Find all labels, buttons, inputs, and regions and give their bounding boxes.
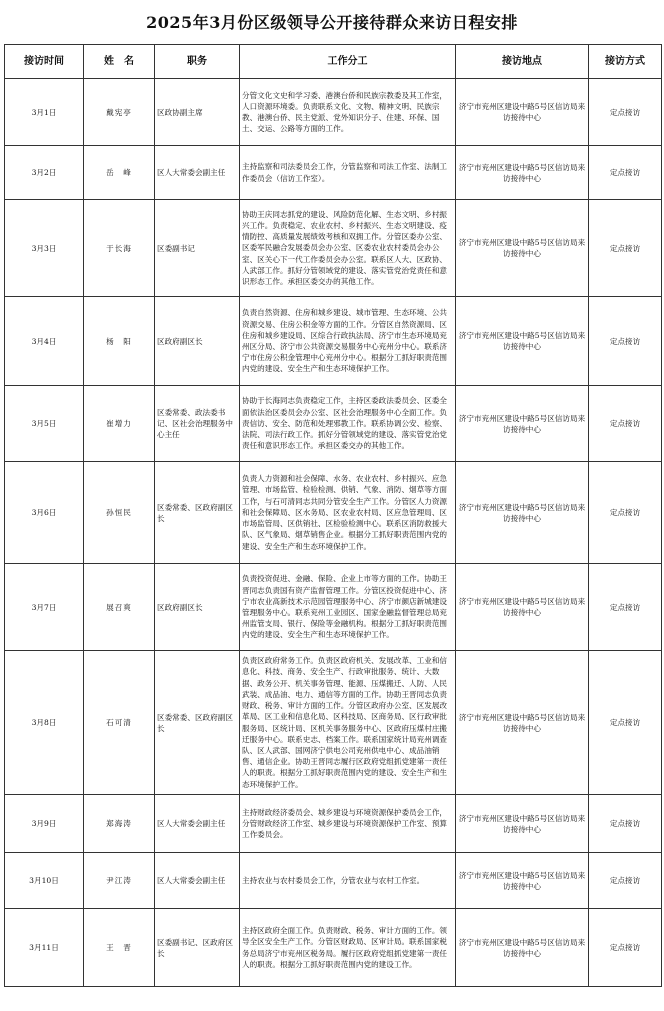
header-name: 姓 名 <box>84 45 155 79</box>
cell-method: 定点接访 <box>589 909 662 987</box>
header-date: 接访时间 <box>5 45 84 79</box>
cell-location: 济宁市兖州区建设中路5号区信访局来访接待中心 <box>456 200 589 297</box>
cell-name: 戴宪亭 <box>84 79 155 146</box>
cell-location: 济宁市兖州区建设中路5号区信访局来访接待中心 <box>456 79 589 146</box>
table-header-row <box>5 45 662 79</box>
cell-date: 3月3日 <box>5 200 84 297</box>
cell-date: 3月11日 <box>5 909 84 987</box>
cell-duty: 主持区政府全面工作。负责财政、税务、审计方面的工作。领导全区安全生产工作。分管区财政局、区审计局。联系国家税务总局济宁市兖州区税务局。履行区政府党组抓党建第一责任人的职责。根据分工抓好职责范围内党的建设工作。 <box>240 909 456 987</box>
cell-location: 济宁市兖州区建设中路5号区信访局来访接待中心 <box>456 297 589 386</box>
table-row <box>5 79 662 146</box>
schedule-table <box>4 44 662 987</box>
cell-duty: 协助王庆同志抓党的建设、风险防范化解、生态文明、乡村振兴工作。负责稳定、农业农村、乡村振兴、生态文明建设、疫情防控、高质量发展绩效考核和双拥工作。分管区委办公室、区委军民融合发展委员会办公室、区委农业农村委员会办公室、区关心下一代工作委员会办公室。联系区人大、区政协、人武部工作。抓好分管领域党的建设、落实管党治党责任和意识形态工作。承担区委交办的其他工作。 <box>240 200 456 297</box>
cell-name: 杨 阳 <box>84 297 155 386</box>
cell-method: 定点接访 <box>589 200 662 297</box>
cell-duty: 负责投资促进、金融、保险、企业上市等方面的工作。协助王晋同志负责国有资产监督管理工作。分管区投资促进中心、济宁市农业高新技术示范园管理服务中心、济宁市颜店新城建设管理服务中心。联系兖州工业园区、国家金融监督管理总局兖州监管支局、银行、保险等金融机构。根据分工抓好职责范围内党的建设、安全生产和生态环境保护工作。 <box>240 564 456 651</box>
cell-location: 济宁市兖州区建设中路5号区信访局来访接待中心 <box>456 853 589 909</box>
cell-name: 石可清 <box>84 651 155 795</box>
cell-duty: 协助于长海同志负责稳定工作，主持区委政法委员会、区委全面依法治区委员会办公室、区社会治理服务中心全面工作。负责信访、安全、防范和处理邪教工作。联系协调公安、检察、法院、司法行政工作。抓好分管领域党的建设、落实管党治党责任和意识形态工作。承担区委交办的其他工作。 <box>240 386 456 462</box>
cell-date: 3月4日 <box>5 297 84 386</box>
cell-date: 3月10日 <box>5 853 84 909</box>
cell-duty: 分管文化文史和学习委、港澳台侨和民族宗教委及其工作室，人口资源环境委。负责联系文化、文物、精神文明、民族宗教、港澳台侨、民主党派、党外知识分子、住建、环保、国土、交运、公路等方面的工作。 <box>240 79 456 146</box>
cell-duty: 负责自然资源、住房和城乡建设、城市管理、生态环境、公共资源交易、住房公积金等方面的工作。分管区自然资源局、区住房和城乡建设局、区综合行政执法局、济宁市生态环境局兖州区分局、济宁市公共资源交易服务中心兖州分中心。联系济宁市住房公积金管理中心兖州分中心。根据分工抓好职责范围内党的建设、安全生产和生态环境保护工作。 <box>240 297 456 386</box>
cell-method: 定点接访 <box>589 297 662 386</box>
header-post: 职务 <box>155 45 240 79</box>
cell-date: 3月8日 <box>5 651 84 795</box>
header-location: 接访地点 <box>456 45 589 79</box>
cell-method: 定点接访 <box>589 795 662 853</box>
cell-location: 济宁市兖州区建设中路5号区信访局来访接待中心 <box>456 386 589 462</box>
cell-name: 岳 峰 <box>84 146 155 200</box>
cell-post: 区政府副区长 <box>155 564 240 651</box>
cell-post: 区委常委、区政府副区长 <box>155 651 240 795</box>
cell-location: 济宁市兖州区建设中路5号区信访局来访接待中心 <box>456 795 589 853</box>
cell-post: 区人大常委会副主任 <box>155 795 240 853</box>
cell-duty: 主持农业与农村委员会工作，分管农业与农村工作室。 <box>240 853 456 909</box>
cell-duty: 主持监察和司法委员会工作，分管监察和司法工作室、法制工作委员会（信访工作室）。 <box>240 146 456 200</box>
cell-post: 区人大常委会副主任 <box>155 146 240 200</box>
cell-post: 区政协副主席 <box>155 79 240 146</box>
table-row <box>5 564 662 651</box>
cell-post: 区委常委、区政府副区长 <box>155 462 240 564</box>
cell-name: 孙恒民 <box>84 462 155 564</box>
header-method: 接访方式 <box>589 45 662 79</box>
cell-post: 区委常委、政法委书记、区社会治理服务中心主任 <box>155 386 240 462</box>
cell-location: 济宁市兖州区建设中路5号区信访局来访接待中心 <box>456 462 589 564</box>
cell-method: 定点接访 <box>589 564 662 651</box>
cell-date: 3月6日 <box>5 462 84 564</box>
header-duty: 工作分工 <box>240 45 456 79</box>
cell-date: 3月9日 <box>5 795 84 853</box>
cell-method: 定点接访 <box>589 462 662 564</box>
cell-location: 济宁市兖州区建设中路5号区信访局来访接待中心 <box>456 909 589 987</box>
cell-duty: 负责人力资源和社会保障、水务、农业农村、乡村振兴、应急管理、市场监管、检验检测、供销、气象、消防、烟草等方面工作，与石可清同志共同分管安全生产工作。分管区人力资源和社会保障局、区水务局、区农业农村局、区应急管理局、区市场监管局、区供销社、区检验检测中心。联系区消防救援大队、区气象局、烟草销售企业。根据分工抓好职责范围内党的建设、安全生产和生态环境保护工作。 <box>240 462 456 564</box>
cell-name: 郑海涛 <box>84 795 155 853</box>
table-row <box>5 853 662 909</box>
table-row <box>5 651 662 795</box>
cell-name: 王 晋 <box>84 909 155 987</box>
cell-method: 定点接访 <box>589 146 662 200</box>
cell-method: 定点接访 <box>589 386 662 462</box>
cell-date: 3月5日 <box>5 386 84 462</box>
cell-name: 尹江涛 <box>84 853 155 909</box>
table-row <box>5 795 662 853</box>
table-row <box>5 462 662 564</box>
cell-date: 3月2日 <box>5 146 84 200</box>
table-row <box>5 297 662 386</box>
cell-method: 定点接访 <box>589 79 662 146</box>
table-row <box>5 386 662 462</box>
cell-method: 定点接访 <box>589 651 662 795</box>
cell-post: 区政府副区长 <box>155 297 240 386</box>
table-row <box>5 200 662 297</box>
cell-duty: 主持财政经济委员会、城乡建设与环境资源保护委员会工作，分管财政经济工作室、城乡建设与环境资源保护工作室、预算工作委员会。 <box>240 795 456 853</box>
cell-name: 于长海 <box>84 200 155 297</box>
table-row <box>5 146 662 200</box>
cell-date: 3月7日 <box>5 564 84 651</box>
cell-location: 济宁市兖州区建设中路5号区信访局来访接待中心 <box>456 146 589 200</box>
cell-location: 济宁市兖州区建设中路5号区信访局来访接待中心 <box>456 564 589 651</box>
cell-post: 区人大常委会副主任 <box>155 853 240 909</box>
cell-post: 区委副书记 <box>155 200 240 297</box>
cell-name: 展召爽 <box>84 564 155 651</box>
page-title: 2025年3月份区级领导公开接待群众来访日程安排 <box>146 13 518 32</box>
cell-name: 崔增力 <box>84 386 155 462</box>
cell-post: 区委副书记、区政府区长 <box>155 909 240 987</box>
table-row <box>5 909 662 987</box>
cell-method: 定点接访 <box>589 853 662 909</box>
cell-location: 济宁市兖州区建设中路5号区信访局来访接待中心 <box>456 651 589 795</box>
cell-duty: 负责区政府常务工作。负责区政府机关、发展改革、工业和信息化、科技、商务、安全生产、行政审批服务、统计、大数据、政务公开、机关事务管理、能源、压煤搬迁、人防、人民武装、成品油、电力、通信等方面的工作。协助王晋同志负责财政、税务、审计方面的工作。分管区政府办公室、区发展改革局、区工业和信息化局、区科技局、区商务局、区行政审批服务局、区统计局、区机关事务服务中心、区政府压煤村庄搬迁服务中心。联系史志、档案工作。联系国家统计局兖州调查队、区人武部、国网济宁供电公司兖州供电中心、成品油销售、通信企业。协助王晋同志履行区政府党组抓党建第一责任人的职责。根据分工抓好职责范围内党的建设、安全生产和生态环境保护工作。 <box>240 651 456 795</box>
cell-date: 3月1日 <box>5 79 84 146</box>
